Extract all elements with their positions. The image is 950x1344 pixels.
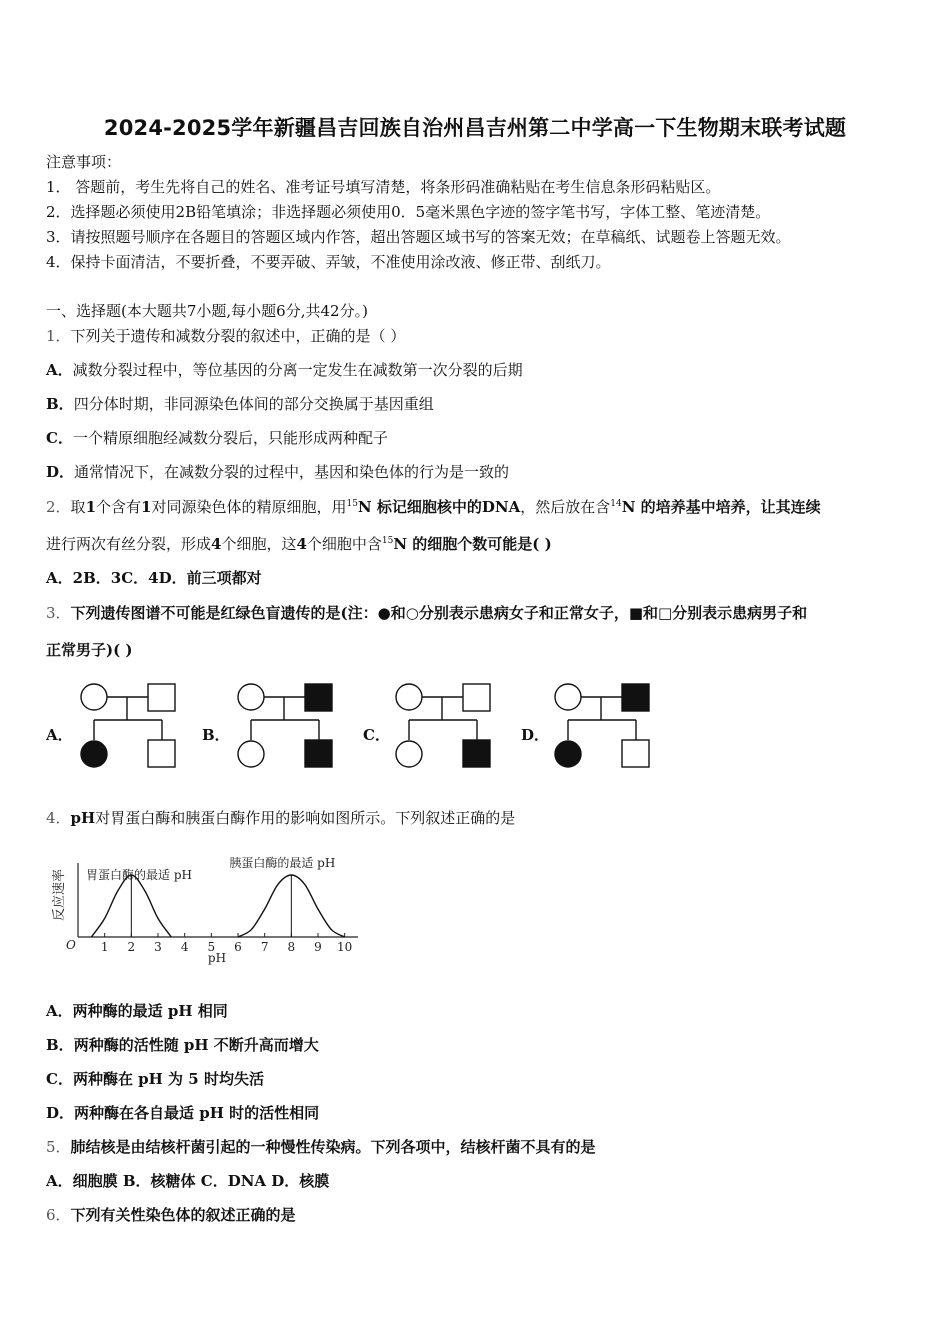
son-affected-male [305, 740, 332, 767]
text: 个含有 [96, 498, 142, 516]
pedigree-a [81, 684, 175, 767]
x-tick-label-5: 5 [207, 940, 216, 954]
father-affected-male [305, 684, 332, 711]
x-tick-label-8: 8 [287, 940, 296, 954]
question-number: 1． [46, 327, 71, 345]
x-axis-label: pH [207, 951, 227, 965]
x-tick-label-1: 1 [100, 940, 109, 954]
question-4-stem [46, 808, 515, 828]
question-2-stem-line1 [46, 497, 821, 517]
enzyme-ph-chart [50, 845, 370, 970]
question-3-stem-line2: 正常男子)( ) [46, 641, 133, 659]
series-label-1: 胃蛋白酶的最适 pH [86, 868, 192, 882]
x-tick-label-2: 2 [127, 940, 136, 954]
x-tick-label-10: 10 [337, 940, 353, 954]
option-text: 四分体时期，非同源染色体间的部分交换属于基因重组 [73, 395, 434, 413]
section-heading: 一、选择题(本大题共7小题,每小题6分,共42分。) [46, 302, 368, 320]
son-normal-male [148, 740, 175, 767]
question-number: 2． [46, 498, 71, 516]
text: 进行两次有丝分裂，形成 [46, 535, 212, 553]
text: 取 [70, 498, 86, 516]
x-tick-label-6: 6 [234, 940, 242, 954]
mother-normal-female [81, 684, 107, 710]
father-normal-male [463, 684, 490, 711]
x-tick-label-3: 3 [154, 940, 162, 954]
x-tick-label-7: 7 [260, 940, 269, 954]
superscript: 15 [346, 499, 358, 509]
option-label: C． [46, 1070, 73, 1088]
option-text: 两种酶的活性随 pH 不断升高而增大 [73, 1036, 319, 1054]
q4-option-d [46, 1103, 319, 1123]
question-text: 肺结核是由结核杆菌引起的一种慢性传染病。下列各项中，结核杆菌不具有的是 [70, 1138, 596, 1156]
question-5-stem [46, 1137, 596, 1157]
question-number: 5． [46, 1138, 71, 1156]
option-label: C． [46, 429, 73, 447]
daughter-affected-female [81, 741, 107, 767]
mother-normal-female [555, 684, 581, 710]
q1-option-c [46, 428, 388, 448]
daughter-affected-female [555, 741, 581, 767]
option-label: A． [46, 1002, 73, 1020]
option-text: 两种酶的最适 pH 相同 [72, 1002, 228, 1020]
father-normal-male [148, 684, 175, 711]
pedigree-label-a: A． [46, 726, 73, 744]
q1-option-a [46, 360, 523, 380]
mother-normal-female [238, 684, 264, 710]
question-2-stem-line2 [46, 534, 552, 554]
text: 1 [141, 498, 152, 516]
pedigree-label-c: C． [363, 726, 390, 744]
question-text: 下列关于遗传和减数分裂的叙述中，正确的是（ ） [70, 327, 406, 345]
text: 4 [296, 535, 307, 553]
son-normal-male [622, 740, 649, 767]
question-number: 4． [46, 809, 71, 827]
daughter-normal-female [238, 741, 264, 767]
question-text: 下列遗传图谱不可能是红绿色盲遗传的是(注：●和○分别表示患病女子和正常女子，■和□分别表示患病男子和 [70, 604, 808, 622]
q4-option-c [46, 1069, 264, 1089]
option-label: B． [46, 395, 74, 413]
origin-label: O [66, 938, 76, 952]
option-label: D． [46, 463, 75, 481]
x-tick-label-9: 9 [314, 940, 322, 954]
option-text: 两种酶在各自最适 pH 时的活性相同 [74, 1104, 320, 1122]
text: N 的细胞个数可能是( ) [393, 535, 552, 553]
notice-heading: 注意事项： [46, 153, 122, 171]
option-label: D． [46, 1104, 75, 1122]
text: N 标记细胞核中的 [357, 498, 482, 516]
option-label: B． [46, 1036, 74, 1054]
option-text: 通常情况下，在减数分裂的过程中，基因和染色体的行为是一致的 [74, 463, 510, 481]
father-affected-male [622, 684, 649, 711]
question-3-stem-line1 [46, 603, 807, 623]
notice-item-1: 1． 答题前，考生先将自己的姓名、准考证号填写清楚，将条形码准确粘贴在考生信息条形码粘贴区。 [46, 178, 721, 196]
text: 对同源染色体的精原细胞，用 [151, 498, 347, 516]
option-text: 一个精原细胞经减数分裂后，只能形成两种配子 [72, 429, 388, 447]
notice-item-4: 4．保持卡面清洁，不要折叠，不要弄破、弄皱，不准使用涂改液、修正带、刮纸刀。 [46, 253, 611, 271]
y-axis-label: 反应速率 [52, 868, 67, 922]
daughter-normal-female [396, 741, 422, 767]
series-label-2: 胰蛋白酶的最适 pH [229, 856, 336, 870]
text: 1 [85, 498, 96, 516]
q1-option-b [46, 394, 434, 414]
exam-title: 2024-2025学年新疆昌吉回族自治州昌吉州第二中学高一下生物期末联考试题 [103, 116, 847, 140]
notice-item-2: 2．选择题必须使用2B铅笔填涂；非选择题必须使用0．5毫米黑色字迹的签字笔书写，字体工整、笔迹清楚。 [46, 203, 771, 221]
text: pH [70, 809, 96, 827]
q4-option-b [46, 1035, 319, 1055]
question-text: 对胃蛋白酶和胰蛋白酶作用的影响如图所示。下列叙述正确的是 [95, 809, 516, 827]
text: ，然后放在含 [520, 498, 611, 516]
pedigree-b [238, 684, 332, 767]
text: DNA [481, 498, 521, 516]
question-number: 3． [46, 604, 71, 622]
question-6-stem [46, 1205, 296, 1225]
text: 个细胞，这 [221, 535, 297, 553]
pedigree-label-d: D． [521, 726, 550, 744]
pedigree-diagrams [0, 672, 950, 782]
pedigree-c [396, 684, 490, 767]
notice-item-3: 3．请按照题号顺序在各题目的答题区域内作答，超出答题区域书写的答案无效；在草稿纸、试题卷上答题无效。 [46, 228, 791, 246]
q1-option-d [46, 462, 509, 482]
question-1-stem [46, 326, 405, 346]
question-number: 6． [46, 1206, 71, 1224]
x-tick-label-4: 4 [180, 940, 189, 954]
son-affected-male [463, 740, 490, 767]
text: N 的培养基中培养，让其连续 [621, 498, 821, 516]
text: 4 [211, 535, 222, 553]
option-text: 减数分裂过程中，等位基因的分离一定发生在减数第一次分裂的后期 [72, 361, 523, 379]
question-2-options: A．2B．3C．4D．前三项都对 [46, 569, 262, 587]
question-text: 下列有关性染色体的叙述正确的是 [70, 1206, 296, 1224]
option-label: A． [46, 361, 73, 379]
question-5-options: A．细胞膜 B．核糖体 C．DNA D．核膜 [46, 1172, 330, 1190]
mother-normal-female [396, 684, 422, 710]
option-text: 两种酶在 pH 为 5 时均失活 [72, 1070, 264, 1088]
pedigree-label-b: B． [202, 726, 230, 744]
superscript: 14 [610, 499, 622, 509]
superscript: 15 [381, 536, 394, 546]
q4-option-a [46, 1001, 228, 1021]
text: 个细胞中含 [306, 535, 382, 553]
pedigree-d [555, 684, 649, 767]
